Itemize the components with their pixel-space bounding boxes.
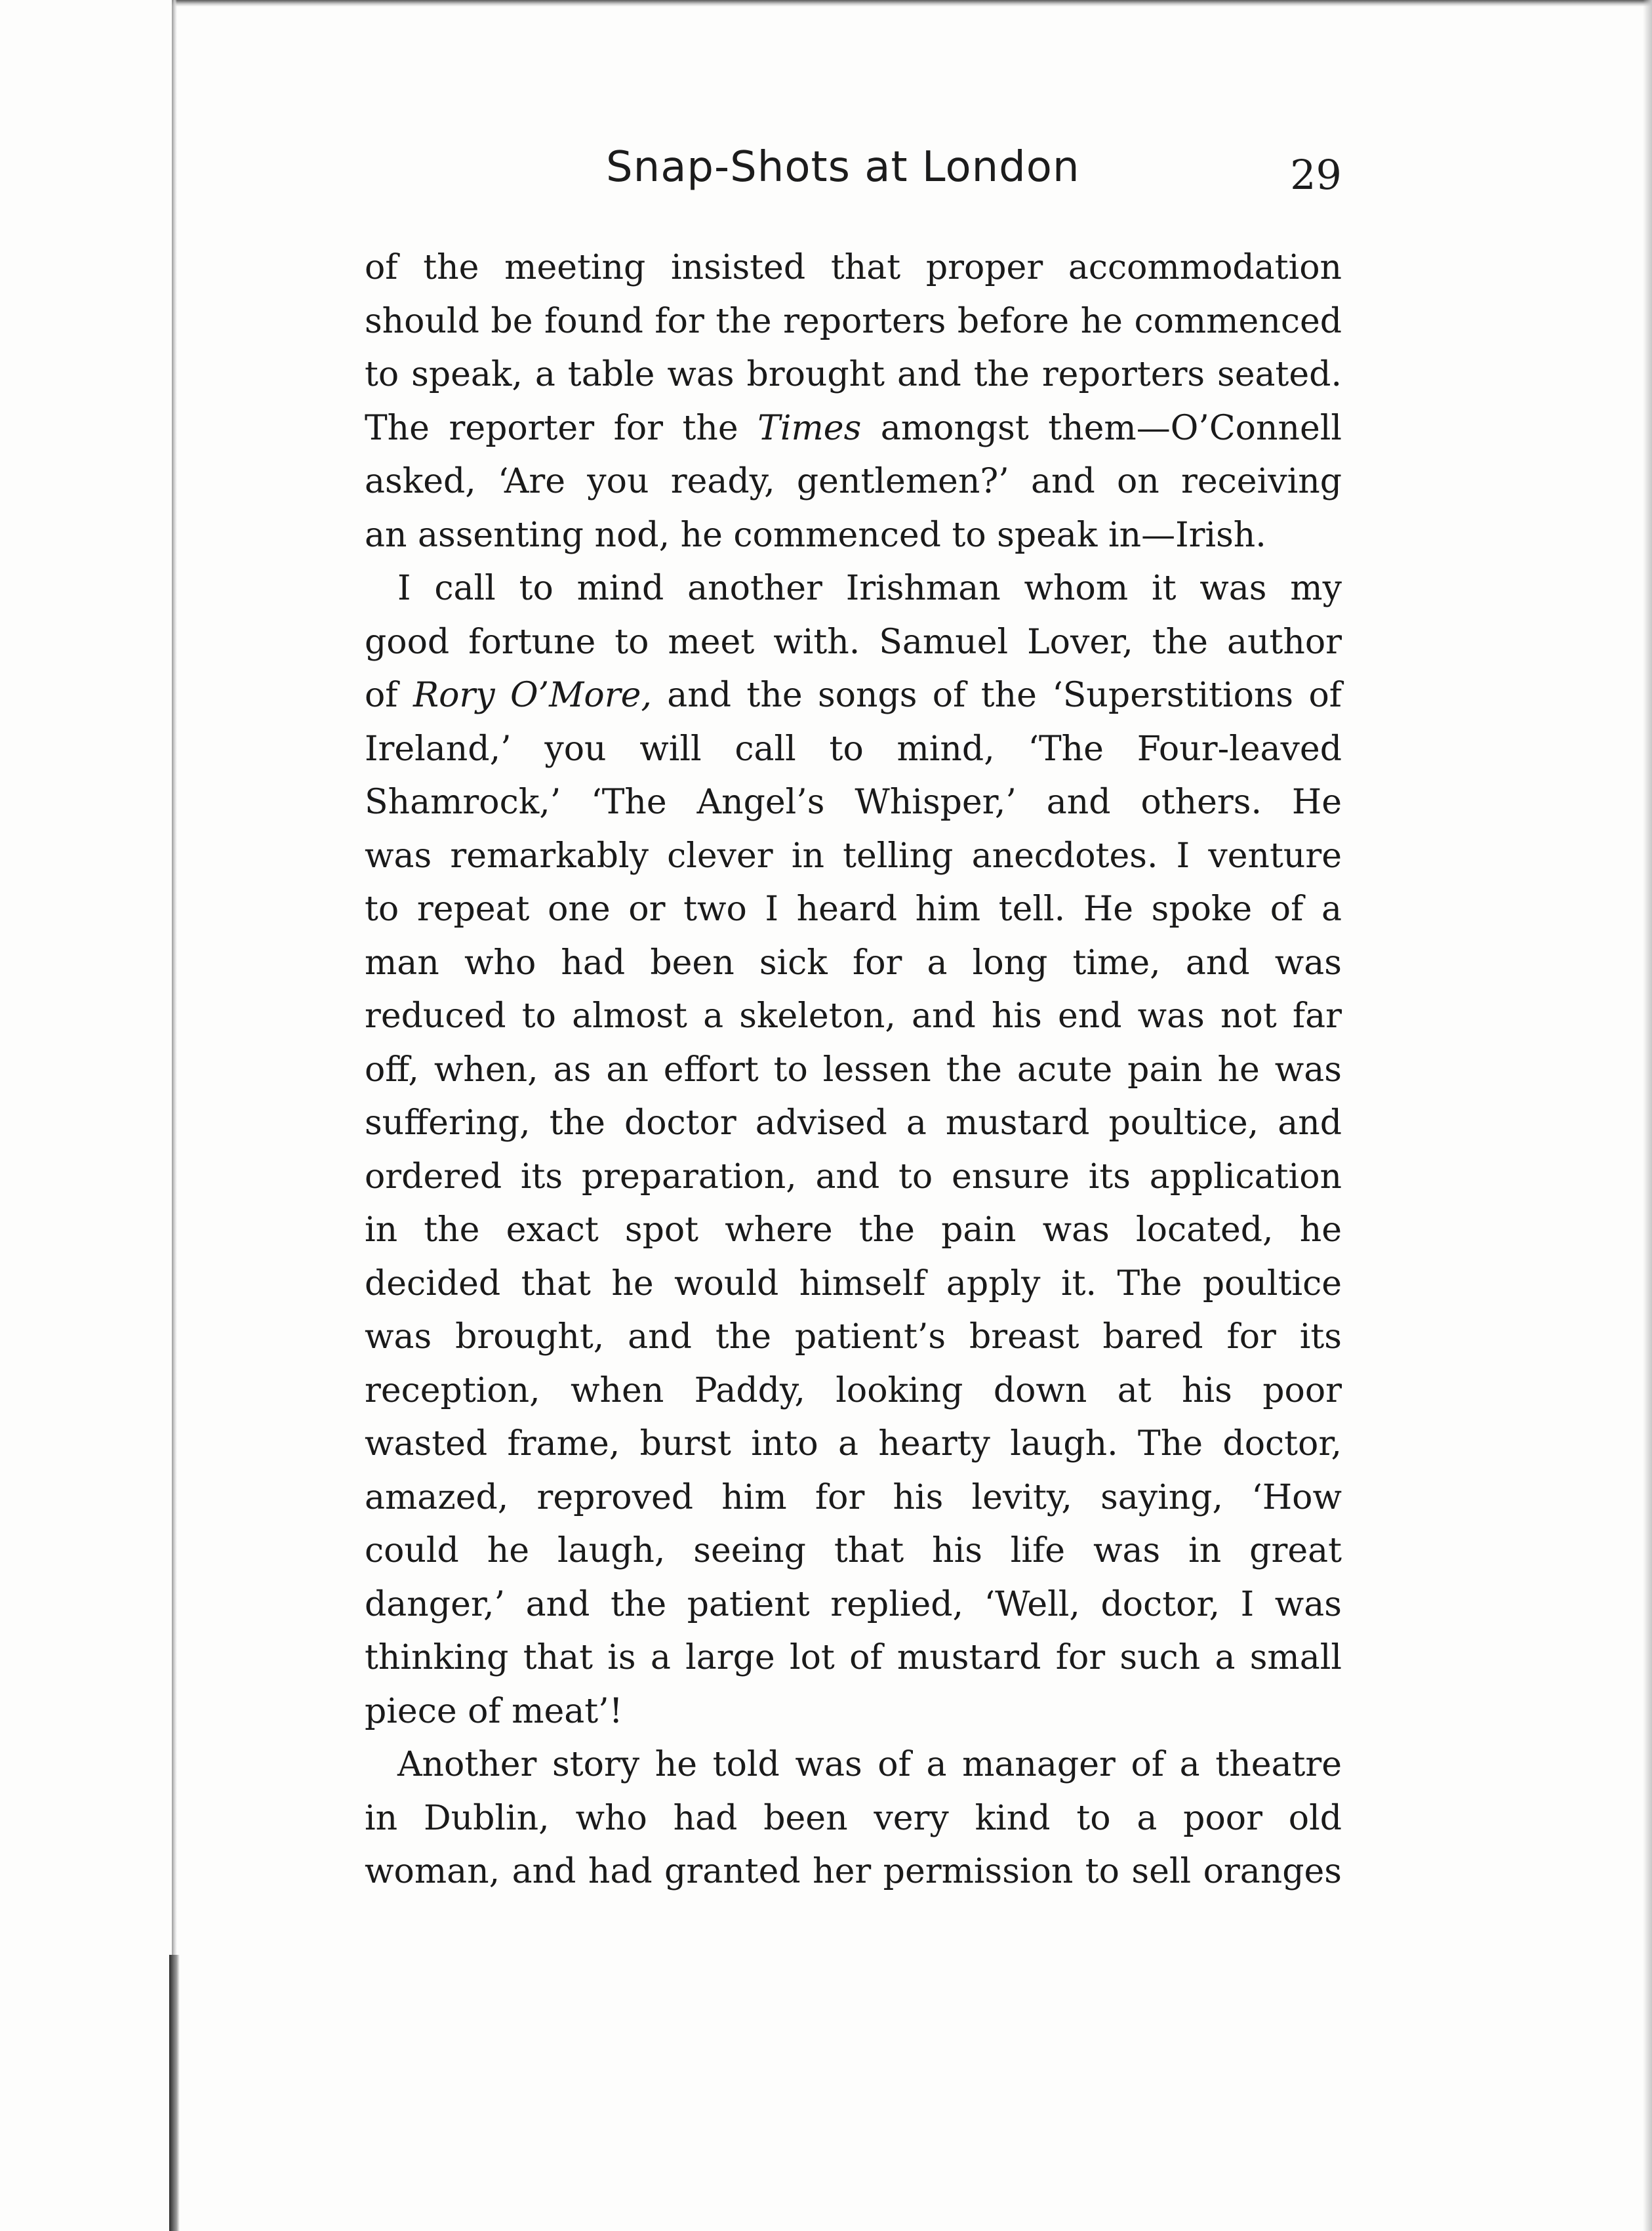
text-line: should be found for the reporters before he commenced (365, 301, 1342, 341)
text-line: piece of meat’! (365, 1691, 623, 1731)
page-header (365, 143, 1342, 215)
text-line: wasted frame, burst into a hearty laugh. The doctor, (365, 1424, 1342, 1463)
page-number: 29 (1290, 151, 1342, 199)
text-line: Another story he told was of a manager of a theatre (397, 1745, 1342, 1784)
text-line: Ireland,’ you will call to mind, ‘The Four-leaved (365, 729, 1342, 769)
text-line: I call to mind another Irishman whom it was my (397, 569, 1342, 608)
text-line: an assenting nod, he commenced to speak in—Irish. (365, 515, 1266, 555)
body-text (365, 241, 1342, 1899)
text-line: to speak, a table was brought and the reporters seated. (365, 355, 1342, 394)
text-line: Shamrock,’ ‘The Angel’s Whisper,’ and others. He (365, 783, 1342, 822)
text-line: danger,’ and the patient replied, ‘Well, doctor, I was (365, 1584, 1342, 1624)
text-segment: and the songs of the ‘Superstitions of (651, 676, 1342, 715)
text-line: good fortune to meet with. Samuel Lover, the author (365, 622, 1342, 662)
text-line: reception, when Paddy, looking down at his poor (365, 1370, 1342, 1410)
text-line: could he laugh, seeing that his life was in great (365, 1531, 1342, 1570)
text-line: reduced to almost a skeleton, and his end was not far (365, 996, 1342, 1036)
text-segment: of (365, 676, 413, 715)
page-binding-shadow (169, 1955, 180, 2231)
italic-title: Rory O’More, (413, 676, 652, 715)
text-line: was brought, and the patient’s breast bared for its (365, 1317, 1342, 1357)
text-line: decided that he would himself apply it. The poultice (365, 1263, 1342, 1303)
text-segment: The reporter for the (365, 408, 758, 448)
text-line: asked, ‘Are you ready, gentlemen?’ and on receiving (365, 462, 1342, 501)
text-line: ordered its preparation, and to ensure its application (365, 1156, 1342, 1197)
text-line: suffering, the doctor advised a mustard poultice, and (365, 1103, 1342, 1143)
text-segment: amongst them—O’Connell (861, 408, 1342, 448)
text-line: amazed, reproved him for his levity, saying, ‘How (365, 1477, 1342, 1517)
text-line (365, 402, 1342, 456)
text-line: was remarkably clever in telling anecdotes. I venture (365, 836, 1342, 876)
page-left-edge (172, 0, 177, 2231)
text-line: in the exact spot where the pain was located, he (365, 1210, 1342, 1250)
page-right-edge (1643, 0, 1652, 2231)
text-line: thinking that is a large lot of mustard for such a small (365, 1638, 1342, 1677)
text-line: off, when, as an effort to lessen the acute pain he was (365, 1050, 1342, 1090)
text-line (365, 669, 1342, 723)
text-line: to repeat one or two I heard him tell. He spoke of a (365, 890, 1342, 929)
text-line: man who had been sick for a long time, and was (365, 943, 1342, 983)
text-line: woman, and had granted her permission to sell oranges (365, 1852, 1342, 1891)
page-top-edge (172, 0, 1652, 7)
text-line: of the meeting insisted that proper accommodation (365, 248, 1342, 287)
text-line: in Dublin, who had been very kind to a poor old (365, 1798, 1342, 1838)
running-title: Snap-Shots at London (606, 143, 1080, 192)
italic-title: Times (757, 408, 862, 448)
